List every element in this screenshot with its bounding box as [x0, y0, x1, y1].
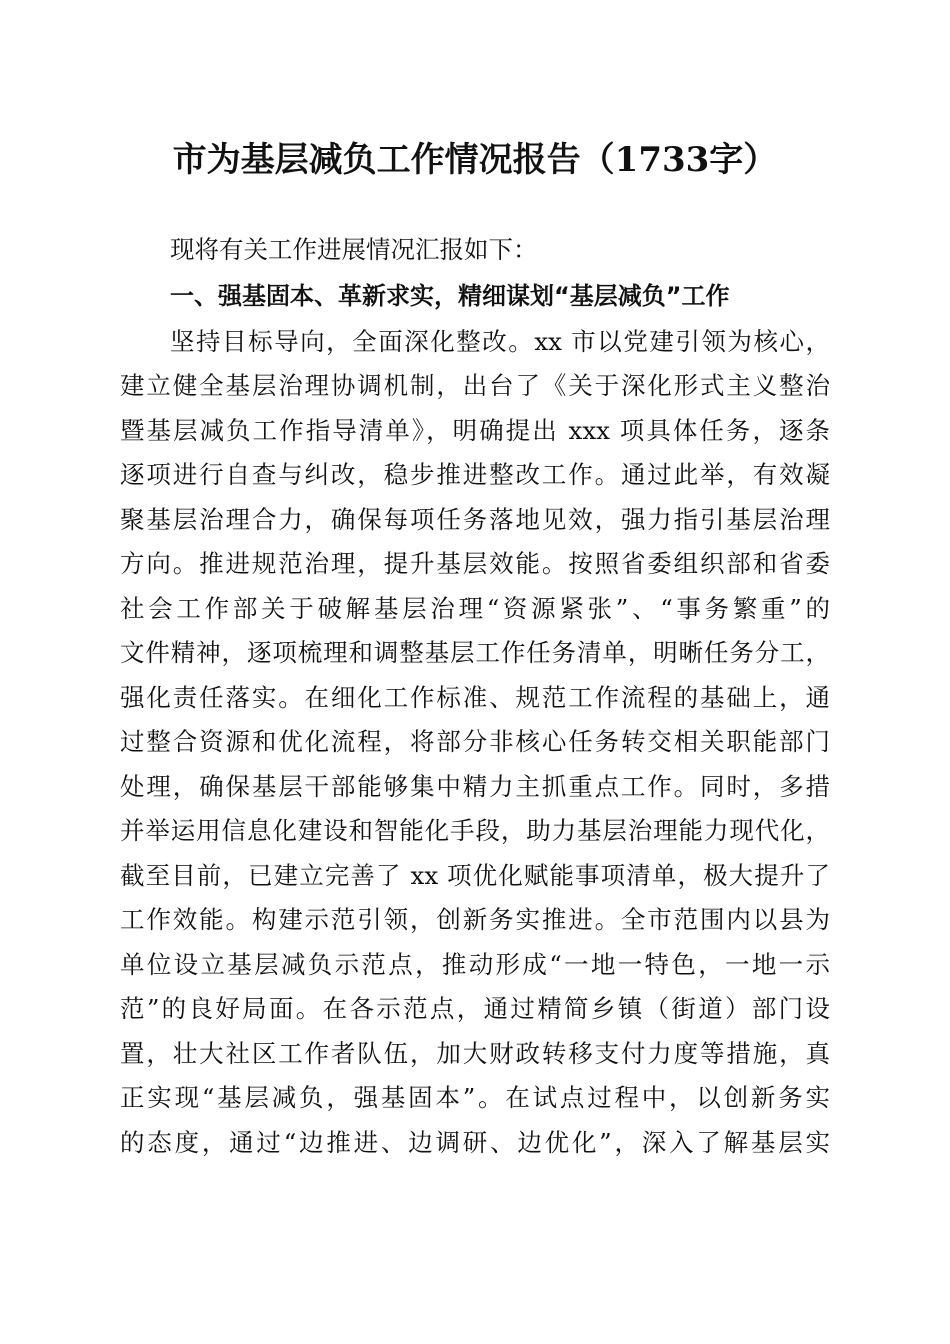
body-line: 方向。推进规范治理，提升基层效能。按照省委组织部和省委 [120, 549, 830, 578]
body-line: 单位设立基层减负示范点，推动形成“一地一特色，一地一示 [120, 950, 830, 979]
body-line: 强化责任落实。在细化工作标准、规范工作流程的基础上，通 [120, 683, 830, 712]
document-title: 市为基层减负工作情况报告（1733字） [172, 140, 778, 180]
body-line: 范”的良好局面。在各示范点，通过精简乡镇（街道）部门设 [120, 994, 830, 1023]
body-line: 暨基层减负工作指导清单》，明确提出 xxx 项具体任务，逐条 [120, 416, 830, 445]
body-line: 坚持目标导向，全面深化整改。xx 市以党建引领为核心， [170, 327, 830, 356]
body-line: 置，壮大社区工作者队伍，加大财政转移支付力度等措施，真 [120, 1039, 830, 1068]
body-line: 的态度，通过“边推进、边调研、边优化”，深入了解基层实 [120, 1128, 830, 1157]
body-line: 社会工作部关于破解基层治理“资源紧张”、“事务繁重”的 [120, 594, 830, 623]
body-line: 并举运用信息化建设和智能化手段，助力基层治理能力现代化， [120, 816, 830, 845]
body-line: 截至目前，已建立完善了 xx 项优化赋能事项清单，极大提升了 [120, 861, 830, 890]
body-line: 建立健全基层治理协调机制，出台了《关于深化形式主义整治 [120, 371, 830, 400]
body-line: 正实现“基层减负，强基固本”。在试点过程中，以创新务实 [120, 1083, 830, 1112]
section-heading: 一、强基固本、革新求实，精细谋划“基层减负”工作 [170, 282, 730, 310]
body-line: 逐项进行自查与纠改，稳步推进整改工作。通过此举，有效凝 [120, 460, 830, 489]
body-line: 文件精神，逐项梳理和调整基层工作任务清单，明晰任务分工， [120, 638, 830, 667]
body-line: 工作效能。构建示范引领，创新务实推进。全市范围内以县为 [120, 905, 830, 934]
body-line: 过整合资源和优化流程，将部分非核心任务转交相关职能部门 [120, 727, 830, 756]
body-line: 处理，确保基层干部能够集中精力主抓重点工作。同时，多措 [120, 772, 830, 801]
intro-paragraph: 现将有关工作进展情况汇报如下： [170, 235, 538, 264]
body-line: 聚基层治理合力，确保每项任务落地见效，强力指引基层治理 [120, 505, 830, 534]
